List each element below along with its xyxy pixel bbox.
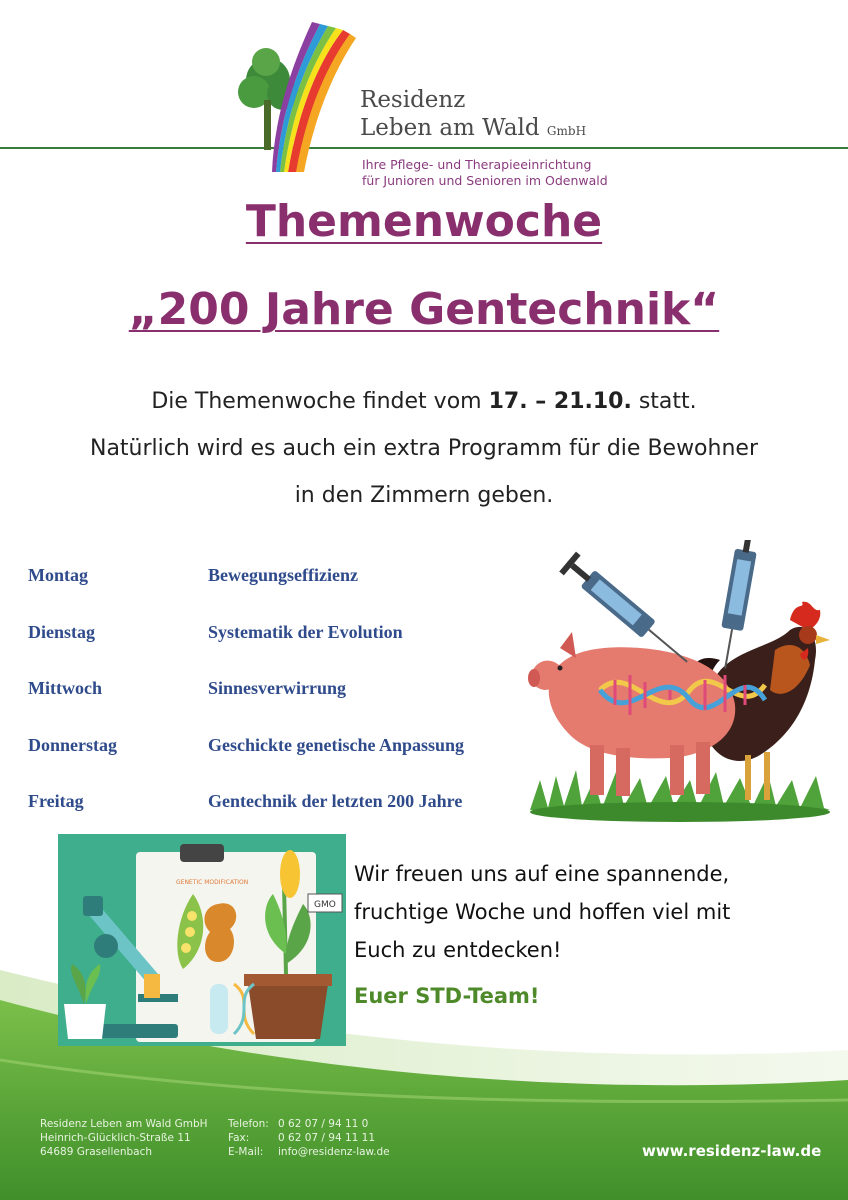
phone-number: 0 62 07 / 94 11 0 bbox=[278, 1118, 369, 1130]
tagline-line1: Ihre Pflege- und Therapieeinrichtung bbox=[362, 157, 592, 172]
closing-line3: Euch zu entdecken! bbox=[354, 938, 562, 962]
event-dates: 17. – 21.10. bbox=[488, 389, 632, 414]
gmo-lab-illustration bbox=[58, 834, 346, 1046]
signature: Euer STD-Team! bbox=[354, 984, 540, 1008]
brand-name-line2: Leben am Wald bbox=[360, 115, 540, 141]
page-title: Themenwoche bbox=[245, 196, 603, 247]
closing-line2: fruchtige Woche und hoffen viel mit bbox=[354, 900, 731, 924]
page-subtitle: „200 Jahre Gentechnik“ bbox=[128, 284, 720, 335]
email-label: E-Mail: bbox=[228, 1146, 264, 1158]
logo-tree-rainbow-icon bbox=[228, 22, 358, 172]
schedule-day: Mittwoch bbox=[28, 678, 102, 698]
brand-name bbox=[360, 86, 586, 145]
schedule-day: Dienstag bbox=[28, 622, 95, 642]
footer-contact-values bbox=[278, 1117, 390, 1159]
phone-label: Telefon: bbox=[228, 1118, 269, 1130]
schedule-day: Montag bbox=[28, 565, 88, 585]
schedule-day: Donnerstag bbox=[28, 735, 117, 755]
intro-line2: Natürlich wird es auch ein extra Programm für die Bewohner bbox=[89, 436, 758, 461]
brand-tagline bbox=[362, 157, 608, 189]
footer-street: Heinrich-Glücklich-Straße 11 bbox=[40, 1132, 191, 1144]
gmo-tag: GMO bbox=[314, 900, 336, 910]
footer-city: 64689 Grasellenbach bbox=[40, 1146, 153, 1158]
clipboard-heading: GENETIC MODIFICATION bbox=[176, 879, 249, 886]
schedule-topic: Systematik der Evolution bbox=[208, 622, 403, 642]
fax-label: Fax: bbox=[228, 1132, 250, 1144]
intro-line1 bbox=[0, 389, 848, 414]
intro-line3: in den Zimmern geben. bbox=[294, 483, 554, 508]
intro-text-end: statt. bbox=[631, 389, 697, 414]
tagline-line2: für Junioren und Senioren im Odenwald bbox=[362, 173, 608, 188]
schedule-topic: Sinnesverwirrung bbox=[208, 678, 347, 698]
schedule-day: Freitag bbox=[28, 791, 84, 811]
gmo-animal-illustration bbox=[520, 540, 840, 830]
brand-name-line1: Residenz bbox=[360, 87, 466, 113]
header-divider bbox=[0, 147, 848, 149]
email-link[interactable]: info@residenz-law.de bbox=[278, 1146, 390, 1158]
intro-text: Die Themenwoche findet vom bbox=[151, 389, 489, 414]
fax-number: 0 62 07 / 94 11 11 bbox=[278, 1132, 376, 1144]
schedule-topic: Geschickte genetische Anpassung bbox=[208, 735, 465, 755]
website-link[interactable]: www.residenz-law.de bbox=[642, 1142, 822, 1160]
closing-line1: Wir freuen uns auf eine spannende, bbox=[354, 862, 730, 886]
schedule-topic: Gentechnik der letzten 200 Jahre bbox=[208, 791, 463, 811]
schedule-topic: Bewegungseffizienz bbox=[208, 565, 358, 585]
footer-contact-labels bbox=[228, 1117, 269, 1159]
brand-suffix: GmbH bbox=[546, 124, 587, 138]
footer-company: Residenz Leben am Wald GmbH bbox=[40, 1118, 208, 1130]
brand-name-line2-wrap bbox=[360, 114, 586, 145]
footer-address bbox=[40, 1117, 208, 1159]
